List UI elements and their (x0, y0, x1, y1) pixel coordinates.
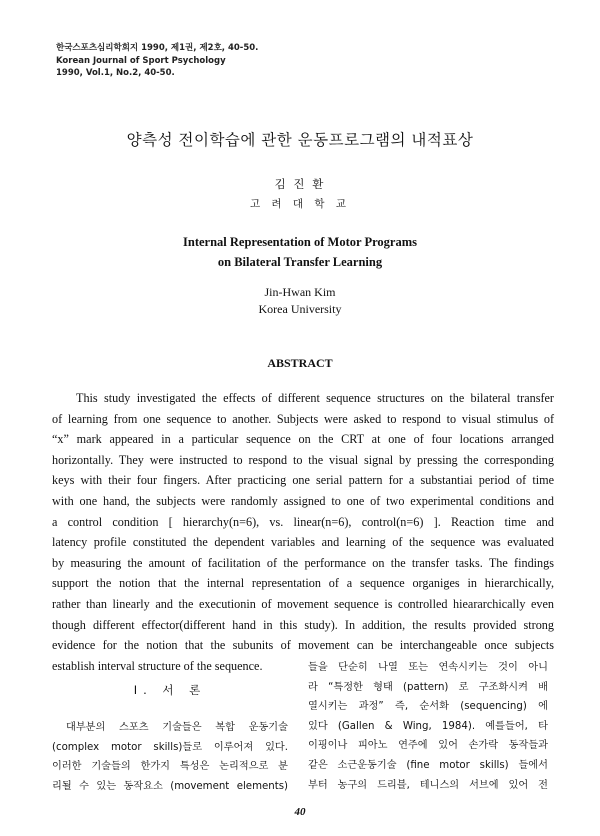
abstract-line: evidence for the notion that the subunits of movement can be interchangeable once subjects (52, 638, 554, 653)
abstract-line: a control condition [ hierarchy(n=6), vs. linear(n=6), control(n=6) ]. Reaction time and (52, 514, 554, 529)
right-column (308, 658, 548, 795)
abstract-line: keys with their four fingers. After practicing one serial pattern for a substantiai period of time (52, 473, 554, 488)
abstract-line: horizontally. They were instructed to respond to the visual signal by pressing the corresponding (52, 452, 554, 467)
body-line: 리될 수 있는 동작요소 (movement elements) (52, 780, 288, 792)
english-title-line-2: on Bilateral Transfer Learning (217, 255, 383, 269)
abstract-body (52, 388, 554, 676)
body-line: 부터 농구의 드리블, 테니스의 서브에 있어 전 (308, 779, 548, 791)
english-author: Jin-Hwan Kim (264, 285, 336, 299)
body-line: 열시키는 과정” 즉, 순서화 (sequencing) 에 (308, 701, 548, 713)
page-number: 40 (294, 806, 306, 818)
abstract-line: establish interval structure of the sequence. (52, 658, 263, 673)
abstract-line: support the notion that the internal representation of a sequence organiges in hierarchically, (52, 576, 554, 591)
abstract-line: rather than linearly and the executionin of movement sequence is controlled hieararchically even (52, 596, 554, 611)
abstract-line: “x” mark appeared in a particular sequence on the CRT at one of four locations arranged (52, 432, 554, 447)
english-title (0, 232, 600, 272)
korean-affiliation: 고 려 대 학 교 (249, 198, 351, 210)
journal-citation-kr: 한국스포츠심리학회지 1990, 제1권, 제2호, 40-50. (56, 43, 259, 53)
abstract-heading: ABSTRACT (267, 356, 333, 370)
korean-author: 김 진 환 (274, 177, 326, 191)
abstract-line: latency profile constituted the dependent variables and learning of the sequence was evaluated (52, 535, 554, 550)
english-author-block (0, 284, 600, 318)
korean-title: 양측성 전이학습에 관한 운동프로그램의 내적표상 (126, 131, 474, 149)
body-line: 라 “특정한 형태 (pattern) 로 구조화시켜 배 (308, 681, 548, 693)
english-title-line-1: Internal Representation of Motor Programs (183, 235, 417, 249)
abstract-line: of learning from one sequence to another. Subjects were asked to respond to visual stimulus of (52, 411, 554, 426)
english-affiliation: Korea University (258, 302, 342, 316)
journal-citation-volume: 1990, Vol.1, No.2, 40-50. (56, 68, 175, 78)
body-line: 있다 (Gallen & Wing, 1984). 예를들어, 타 (308, 720, 548, 732)
journal-citation (56, 42, 258, 80)
body-line: 들을 단순히 나열 또는 연속시키는 것이 아니 (308, 662, 548, 673)
journal-citation-en: Korean Journal of Sport Psychology (56, 55, 226, 66)
abstract-line: with one hand, the subjects were randomly assigned to one of two experimental conditions and (52, 493, 554, 508)
body-line: 같은 소근운동기술 (fine motor skills) 들에서 (308, 759, 548, 771)
body-line: (complex motor skills)들로 이루어져 있다. (52, 741, 288, 753)
abstract-line: This study investigated the effects of different sequence structures on the bilateral transfer (76, 391, 554, 405)
abstract-line: though different effector(different hand in this study). In addition, the results provided strong (52, 617, 554, 632)
body-line: 이러한 기술들의 한가지 특성은 논리적으로 분 (52, 761, 288, 773)
section-heading-introduction: I. 서 론 (133, 683, 207, 697)
left-column (52, 658, 288, 796)
body-line: 대부분의 스포츠 기술들은 복합 운동기술 (66, 722, 288, 733)
body-line: 이핑이나 피아노 연주에 있어 손가락 동작들과 (308, 740, 548, 752)
abstract-line: by measuring the amount of facilitation of the performance on the transfer tasks. The findings (52, 555, 554, 570)
